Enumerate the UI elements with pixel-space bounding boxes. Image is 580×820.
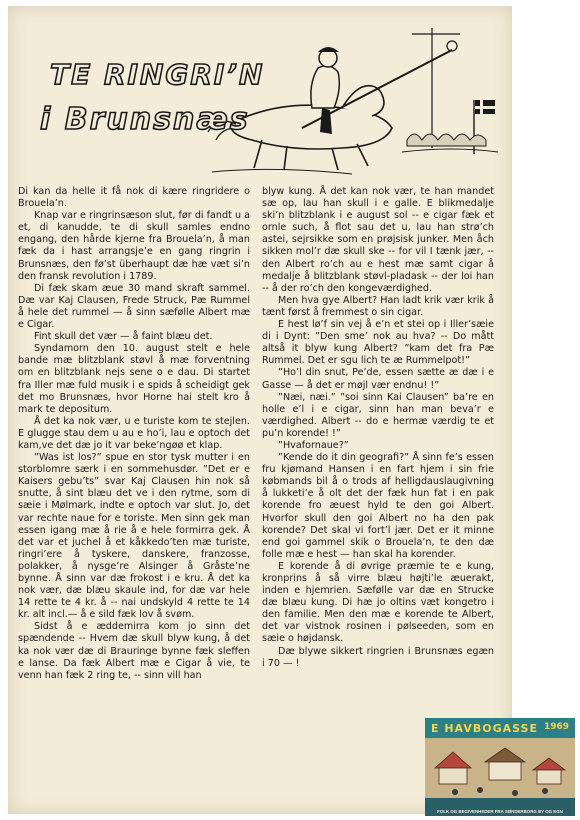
paragraph: ”Ho’l din snut, Pe’de, essen sætte æ dæ i e Gasse — å det er møjl vær endnu! !” bbox=[262, 367, 494, 391]
cover-year: 1969 bbox=[543, 722, 569, 732]
paragraph: ”Was ist los?” spue en stor tysk mutter i en storblomre særk i en sommehusdør. ”Det er e Kaisers gebu’ts” svar Kaj Clausen hin nok så snutte, å sint blæu det ve i den rytme, som di sæie i Mølmark, indte e optoch var slut. Jo, det var rechte naue for e toriste. Men sinn gek man essen igang mæ å rie å e hele formirra gek. Å det var et juchel å et kåkkedo’ten mæ turiste, ringri’ere å tyskere, danskere, franzosse, polakker, å nysge’re Alsinger å Gråste’ne bynne. Å sinn var dæ frokost i e kru. Å det ka nok vær, dæ blæu skaule ind, for dæ var hele 14 rette te 4 kr. å -- nai undskyld 4 rette te 14 kr. alt incl.— å e sild fæk lov å svøm. bbox=[18, 452, 250, 621]
paragraph: E korende å di øvrige præmie te e kung, kronprins å så virre blæu højti’le æuerakt, inden e hjemrien. Sæfølle var dæ en Strucke dæ blæu kung. Di hæ jo oltins væt kongetro i den familie. Men den mæ e korende te Albert, det var vistnok rosinen i pølseeden, som en sæie o højdansk. bbox=[262, 560, 494, 645]
paragraph: blyw kung. Å det kan nok vær, te han mandet sæ op, lau han skull i e galle. E blikmedalje ski’n blitzblank i e august sol -- e cigar fæk et ornle such, å flot sau det u, lau han strø’ch astei, sejrsikke som en prøjsisk junker. Men åch sikken mol’r dæ skull ske -- for vil I tænk jær, -- den Albert ro’ch au e hest mæ samt cigar å medalje å blitzblank støvl-pladask -- der loi han -- å der ro’ch den kongeværdighed. bbox=[262, 186, 494, 294]
paragraph: ”Hvafornaue?” bbox=[278, 439, 349, 451]
paragraph: ”Næi, næi.” ”soi sinn Kai Clausen” ba’re en holle e’l i e cigar, sinn han man beva’r e værdighed. Albert -- do e hermæ værdig te et pu’n korende! !” bbox=[262, 391, 494, 439]
cover-title: E HAVBOGASSE bbox=[431, 722, 538, 735]
paragraph: Sidst å e æddemirra kom jo sinn det spændende -- Hvem dæ skull blyw kung, å det ka nok vær dæ di Brauringe bynne fæk sleffen e lanse. Da fæk Albert mæ e Cigar å vie, te venn han fæk 2 ring te, -- sinn vill han bbox=[18, 621, 250, 681]
paragraph: Syndamorn den 10. august stelt e hele bande mæ blitzblank støvl å mæ forventning om en blitzblank nejs sene o e dau. Di startet fra Iller mæ fuld musik i e spids å scheidigt gek det mo Brunsnæs, hvor Horne hai stelt kro å mark te depositum. bbox=[18, 343, 250, 415]
paragraph: Di fæk skam æue 30 mand skraft sammel. Dæ var Kaj Clausen, Frede Struck, Pæ Rummel å hele det rummel — å sinn sæfølle Albert mæ e Cigar. bbox=[18, 282, 250, 331]
paragraph: Å det ka nok vær, u e turiste kom te stejlen. E glugge stau dem u au e ho’i, lau e optoch det kam,ve det dæ jo it var beke’ngøø et klap. bbox=[18, 415, 250, 451]
title-line-2: i Brunsnæs bbox=[40, 102, 250, 137]
paragraph: Knap var e ringrinsæson slut, før di fandt u a et, di kanudde, te di skull samles endno engang, den hårde kjerne fra Brouela’n, å man fæk da i hast arrangsje’e en gang ringrin i Brunsnæs, den fø’st überhaupt dæ hæ væt si’n den fransk revolution i 1789. bbox=[18, 210, 250, 282]
paragraph: Men hva gye Albert? Han ladt krik vær krik å tænt først å fremmest o sin cigar. bbox=[262, 294, 494, 318]
title-line-1: TE RINGRI’N bbox=[50, 58, 265, 91]
article-header bbox=[12, 28, 502, 178]
article-column-right bbox=[262, 186, 494, 670]
magazine-cover-thumbnail[interactable] bbox=[425, 718, 575, 816]
paragraph: ”Kende do it din geografi?” Å sinn fe’s essen fru kjømand Hansen i en fart hjem i sin frie købmands bil å o trods af helligdauslaugivning å lukketi’e å olt det der fæk hun fat i en pak korende fro æuest hyld te den goi Albert. Hvorfor skull den goi Albert no ha den pak korende? Det skal vi fort’l jær. Det er it minne end goi gammel skik o Brouela’n, te den dæ folle mæ e hest — han skal ha korender. bbox=[262, 452, 494, 560]
paragraph: Di kan da helle it få nok di kære ringridere o Brouela’n. bbox=[18, 186, 250, 210]
paragraph: Fint skull det vær — å faint blæu det. bbox=[34, 331, 213, 343]
cover-footer: FOLK OG BEGIVENHEDER FRA SØNDERBORG BY OG EGN bbox=[437, 809, 563, 814]
article-column-left bbox=[18, 186, 250, 682]
paragraph: E hest lø’f sin vej å e’n et stei op i Iller’sæie di i Dynt: ”Den sme’ nok au hva? -- Do mått altså it blyw kung Albert? ”kam det fra Pæ Rummel. Det er sgu lich te æ Rummelpot!” bbox=[262, 319, 494, 367]
paragraph: Dæ blywe sikkert ringrien i Brunsnæs egæn i 70 — ! bbox=[262, 645, 494, 669]
